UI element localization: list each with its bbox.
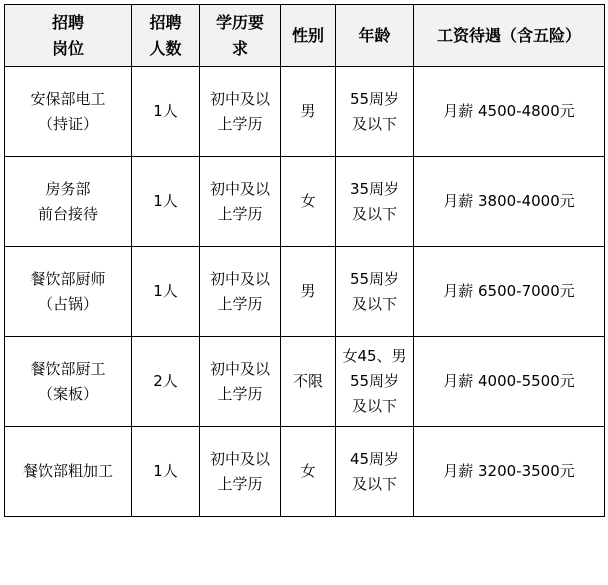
cell-position: 房务部 前台接待 <box>5 157 132 247</box>
cell-position: 安保部电工 （持证） <box>5 67 132 157</box>
cell-position: 餐饮部厨工 （案板） <box>5 337 132 427</box>
table-row <box>5 427 605 517</box>
cell-age: 55周岁 及以下 <box>336 247 414 337</box>
cell-count: 2人 <box>132 337 200 427</box>
table-row <box>5 247 605 337</box>
cell-age: 45周岁 及以下 <box>336 427 414 517</box>
header-gender: 性别 <box>281 5 336 67</box>
header-age: 年龄 <box>336 5 414 67</box>
cell-education: 初中及以 上学历 <box>200 427 281 517</box>
cell-gender: 不限 <box>281 337 336 427</box>
cell-gender: 男 <box>281 247 336 337</box>
cell-age: 55周岁 及以下 <box>336 67 414 157</box>
cell-age: 35周岁 及以下 <box>336 157 414 247</box>
cell-salary: 月薪 4500-4800元 <box>414 67 605 157</box>
cell-count: 1人 <box>132 247 200 337</box>
table-row <box>5 67 605 157</box>
header-education: 学历要 求 <box>200 5 281 67</box>
cell-salary: 月薪 6500-7000元 <box>414 247 605 337</box>
cell-count: 1人 <box>132 157 200 247</box>
cell-count: 1人 <box>132 427 200 517</box>
table-row <box>5 337 605 427</box>
cell-salary: 月薪 4000-5500元 <box>414 337 605 427</box>
cell-position: 餐饮部粗加工 <box>5 427 132 517</box>
cell-education: 初中及以 上学历 <box>200 337 281 427</box>
header-count: 招聘 人数 <box>132 5 200 67</box>
table-row <box>5 157 605 247</box>
header-row <box>5 5 605 67</box>
recruitment-table <box>4 4 605 517</box>
cell-gender: 女 <box>281 427 336 517</box>
cell-education: 初中及以 上学历 <box>200 247 281 337</box>
cell-salary: 月薪 3200-3500元 <box>414 427 605 517</box>
cell-position: 餐饮部厨师 （占锅） <box>5 247 132 337</box>
cell-age: 女45、男 55周岁 及以下 <box>336 337 414 427</box>
header-position: 招聘 岗位 <box>5 5 132 67</box>
header-salary: 工资待遇（含五险） <box>414 5 605 67</box>
cell-education: 初中及以 上学历 <box>200 67 281 157</box>
cell-gender: 男 <box>281 67 336 157</box>
cell-education: 初中及以 上学历 <box>200 157 281 247</box>
cell-salary: 月薪 3800-4000元 <box>414 157 605 247</box>
cell-gender: 女 <box>281 157 336 247</box>
cell-count: 1人 <box>132 67 200 157</box>
